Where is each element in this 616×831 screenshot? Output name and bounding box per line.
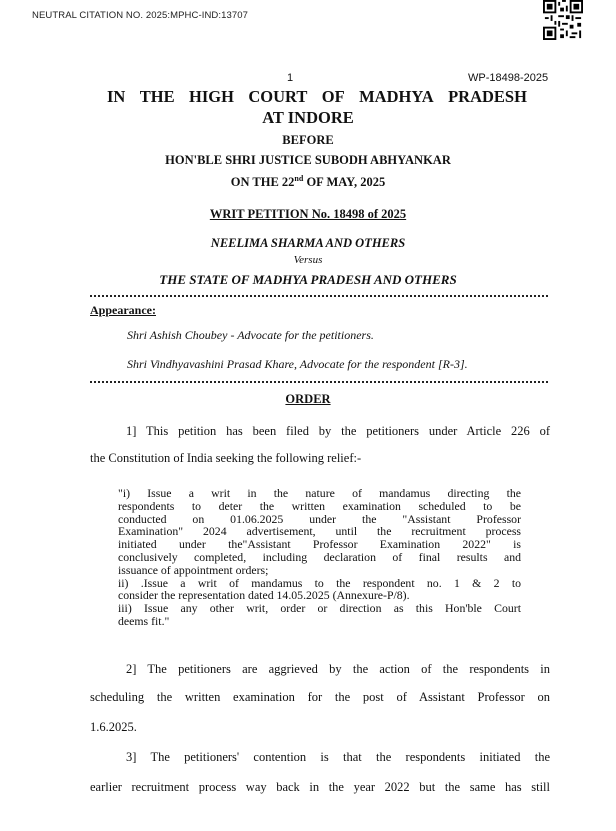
court-word: THE [139,87,175,106]
versus-label: Versus [293,254,323,266]
court-word: COURT [248,87,308,106]
quote-line: consider the representation dated 14.05.2025 (Annexure-P/8). [118,588,410,603]
respondent-counsel: Shri Vindhyavashini Prasad Khare, Advocate for the respondent [R-3]. [127,357,468,371]
judge-name: HON'BLE SHRI JUSTICE SUBODH ABHYANKAR [165,153,451,167]
court-word: HIGH [189,87,234,106]
court-word: OF [321,87,345,106]
date-prefix: ON THE 22 [230,175,295,189]
relief-quote [118,487,521,628]
petitioners: NEELIMA SHARMA AND OTHERS [210,236,406,250]
neutral-citation: NEUTRAL CITATION NO. 2025:MPHC-IND:13707 [32,10,249,21]
paragraph-line: 2] The petitioners are aggrieved by the action of the respondents in [126,662,550,676]
paragraph-line: scheduling the written examination for the post of Assistant Professor on [90,690,550,704]
court-name [107,87,527,107]
before-heading: BEFORE [282,133,334,147]
date-suffix: OF MAY, 2025 [303,175,386,189]
paragraph-line: earlier recruitment process way back in the year 2022 but the same has still [90,780,550,794]
dotted-divider [90,381,548,383]
dotted-divider [90,295,548,297]
paragraph-line: 1.6.2025. [90,720,137,734]
respondents: THE STATE OF MADHYA PRADESH AND OTHERS [159,272,457,287]
paragraph-line: 3] The petitioners' contention is that the respondents initiated the [126,750,550,764]
quote-line: conclusively completed, including declaration of final results and [118,549,521,564]
quote-line: respondents to deter the written examination scheduled to be [118,498,521,513]
court-word: IN [107,87,126,106]
order-heading: ORDER [285,392,331,406]
paragraph-line: 1] This petition has been filed by the petitioners under Article 226 of [126,424,550,438]
petitioner-counsel: Shri Ashish Choubey - Advocate for the petitioners. [127,328,374,342]
order-date [0,174,616,190]
date-ordinal: nd [294,174,304,183]
page-number: 1 [287,72,294,84]
petition-number: WRIT PETITION No. 18498 of 2025 [209,207,407,221]
quote-line: iii) Issue any other writ, order or direction as this Hon'ble Court [118,601,521,616]
quote-line: deems fit." [118,613,170,628]
court-word: PRADESH [448,87,527,106]
case-reference: WP-18498-2025 [468,72,549,84]
appearance-heading: Appearance: [90,303,156,317]
paragraph-line: the Constitution of India seeking the following relief:- [90,451,362,465]
quote-line: conducted on 01.06.2025 under the "Assistant Professor [118,511,521,526]
quote-line: ii) .Issue a writ of mandamus to the respondent no. 1 & 2 to [118,575,521,590]
bench-location: AT INDORE [262,108,354,127]
qr-code-icon [543,0,583,40]
quote-line: issuance of appointment orders; [118,562,269,577]
court-word: MADHYA [359,87,434,106]
quote-line: Examination" 2024 advertisement, until the recruitment process [118,524,521,539]
quote-line: "i) Issue a writ in the nature of mandamus directing the [118,486,521,500]
quote-line: initiated under the"Assistant Professor Examination 2022" is [118,537,521,552]
